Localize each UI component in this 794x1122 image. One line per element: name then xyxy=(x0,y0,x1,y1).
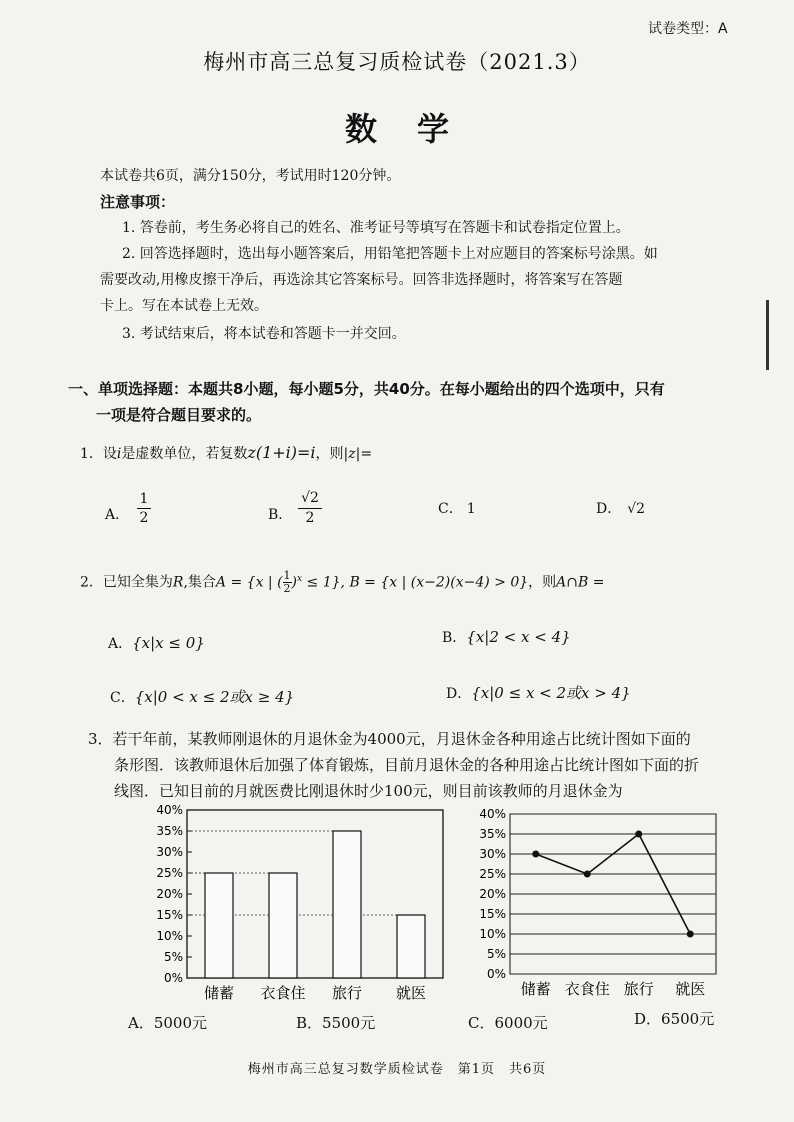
question-number: 3． xyxy=(88,730,113,748)
question-number: 1． xyxy=(80,446,103,462)
stem-text: 已知全集为 xyxy=(102,574,173,591)
data-point xyxy=(532,851,539,858)
question-2-stem: 2．已知全集为R,集合A = {x | ( $\frac{1}{2}$ )$^x$ ≤ 1}, B = {x | (x−2)(x−4) > 0}，则A∩B = xyxy=(80,569,605,596)
option-label: A． xyxy=(105,507,130,523)
option-text: 1 xyxy=(466,501,476,517)
q2-option-b xyxy=(442,627,571,647)
y-tick-label: 40% xyxy=(479,807,506,821)
question-1-stem xyxy=(80,440,372,467)
fraction-denominator: 2 xyxy=(139,510,149,526)
bar xyxy=(269,873,297,978)
notice-line-3: 需要改动,用橡皮擦干净后，再选涂其它答案标号。回答非选择题时，将答案写在答题 xyxy=(100,272,623,288)
option-label: C． xyxy=(468,1014,495,1032)
section-1-heading-line-2: 一项是符合题目要求的。 xyxy=(96,406,262,424)
page-footer: 梅州市高三总复习数学质检试卷 第1页 共6页 xyxy=(247,1062,547,1077)
option-text: 6000元 xyxy=(494,1014,548,1032)
paper-type-label: 试卷类型：A xyxy=(648,21,728,37)
math-expr: A∩B = xyxy=(556,574,605,591)
option-text: {x|2 < x < 4} xyxy=(466,628,571,646)
y-tick-label: 0% xyxy=(486,967,506,981)
notice-line-5: 3. 考试结束后，将本试卷和答题卡一并交回。 xyxy=(122,326,406,342)
notice-line-1: 1. 答卷前，考生务必将自己的姓名、准考证号等填写在答题卡和试卷指定位置上。 xyxy=(122,220,630,236)
fraction-numerator: 1 xyxy=(137,490,151,509)
x-category-label: 就医 xyxy=(675,980,706,998)
q2-option-d xyxy=(446,682,631,703)
bar xyxy=(333,831,361,978)
fraction xyxy=(137,490,151,527)
q3-option-a xyxy=(128,1012,207,1033)
notice-line-4: 卡上。写在本试卷上无效。 xyxy=(100,298,268,314)
stem-text: ，则 xyxy=(315,446,344,462)
fraction-denominator: 2 xyxy=(283,582,291,596)
fraction-denominator: 2 xyxy=(305,510,315,526)
stem-text: 是虚数单位，若复数 xyxy=(121,446,248,462)
option-text: 5000元 xyxy=(153,1014,208,1032)
y-tick-label: 35% xyxy=(479,827,506,841)
y-tick-label: 5% xyxy=(163,950,183,964)
math-expr: |z|= xyxy=(343,446,373,462)
fraction xyxy=(298,488,322,527)
bar-chart xyxy=(140,804,450,1010)
series-line xyxy=(536,834,691,934)
y-tick-label: 15% xyxy=(156,908,183,922)
section-1-heading-line-1: 一、单项选择题：本题共8小题，每小题5分，共40分。在每小题给出的四个选项中，只有 xyxy=(68,380,665,398)
q2-option-a xyxy=(108,633,205,653)
y-tick-label: 20% xyxy=(156,887,183,901)
option-label: A． xyxy=(128,1014,154,1032)
math-expr: ≤ 1}, B = {x | (x−2)(x−4) > 0} xyxy=(302,574,529,591)
x-category-label: 储蓄 xyxy=(520,980,551,998)
q3-option-d xyxy=(634,1008,714,1029)
option-label: B． xyxy=(268,507,293,523)
option-label: A． xyxy=(108,636,133,652)
option-label: B． xyxy=(442,630,467,646)
q1-option-c xyxy=(438,498,476,518)
line-chart xyxy=(470,804,730,1004)
math-expr: z(1+i)=i xyxy=(247,443,316,462)
y-tick-label: 15% xyxy=(479,907,506,921)
q3-option-b xyxy=(296,1012,375,1033)
notice-title: 注意事项： xyxy=(100,193,176,211)
option-text: {x|0 ≤ x < 2或x > 4} xyxy=(471,684,631,702)
option-label: D． xyxy=(596,501,622,517)
y-tick-label: 25% xyxy=(479,867,506,881)
y-tick-label: 25% xyxy=(156,866,183,880)
x-category-label: 衣食住 xyxy=(260,984,306,1002)
scan-edge-mark xyxy=(766,300,769,370)
x-category-label: 旅行 xyxy=(623,980,654,998)
fraction xyxy=(283,570,292,595)
stem-text: 若干年前，某教师刚退休的月退休金为4000元，月退休金各种用途占比统计图如下面的 xyxy=(112,730,691,748)
stem-text: ,集合 xyxy=(183,574,216,591)
stem-text: ，则 xyxy=(528,574,557,591)
y-tick-label: 10% xyxy=(156,929,183,943)
question-number: 2． xyxy=(80,574,103,591)
option-label: C． xyxy=(110,690,135,706)
math-expr: A = {x | ( xyxy=(215,574,283,591)
fraction-numerator: √2 xyxy=(298,488,322,509)
question-3-line-2: 条形图．该教师退休后加强了体育锻炼，目前月退休金的各种用途占比统计图如下面的折 xyxy=(114,756,700,774)
option-label: B． xyxy=(296,1014,323,1032)
question-3-line-1 xyxy=(88,726,691,752)
notice-line-2: 2. 回答选择题时，选出每小题答案后，用铅笔把答题卡上对应题目的答案标号涂黑。如 xyxy=(122,246,658,262)
y-tick-label: 20% xyxy=(479,887,506,901)
exam-summary: 本试卷共6页，满分150分，考试用时120分钟。 xyxy=(100,168,401,184)
exam-title: 梅州市高三总复习质检试卷（2021.3） xyxy=(203,50,591,74)
option-label: C． xyxy=(438,501,463,517)
y-tick-label: 0% xyxy=(163,971,183,985)
option-text: √2 xyxy=(627,501,646,517)
subject-title: 数学 xyxy=(344,110,489,148)
y-tick-label: 5% xyxy=(486,947,506,961)
x-category-label: 就医 xyxy=(395,984,427,1002)
data-point xyxy=(635,831,642,838)
question-3-line-3: 线图．已知目前的月就医费比刚退休时少100元，则目前该教师的月退休金为 xyxy=(114,782,623,800)
bar xyxy=(397,915,425,978)
y-tick-label: 30% xyxy=(156,845,183,859)
q2-option-c xyxy=(110,686,294,707)
y-tick-label: 10% xyxy=(479,927,506,941)
y-tick-label: 30% xyxy=(479,847,506,861)
bar xyxy=(205,873,233,978)
data-point xyxy=(584,871,591,878)
option-label: D． xyxy=(446,686,472,702)
option-text: 6500元 xyxy=(661,1010,715,1028)
option-text: {x|x ≤ 0} xyxy=(132,634,205,652)
fraction-numerator: 1 xyxy=(283,569,291,583)
q1-option-d xyxy=(596,498,645,518)
option-text: {x|0 < x ≤ 2或x ≥ 4} xyxy=(134,688,295,706)
exponent: x xyxy=(297,574,303,584)
option-text: 5500元 xyxy=(322,1014,376,1032)
math-var: i xyxy=(116,446,122,462)
y-tick-label: 40% xyxy=(156,804,183,817)
option-label: D． xyxy=(634,1010,662,1028)
data-point xyxy=(687,931,694,938)
x-category-label: 储蓄 xyxy=(203,984,235,1002)
x-category-label: 衣食住 xyxy=(564,980,610,998)
math-var: R xyxy=(172,574,184,591)
x-category-label: 旅行 xyxy=(331,984,363,1002)
y-tick-label: 35% xyxy=(156,824,183,838)
stem-text: 设 xyxy=(102,446,117,462)
q3-option-c xyxy=(468,1012,548,1033)
